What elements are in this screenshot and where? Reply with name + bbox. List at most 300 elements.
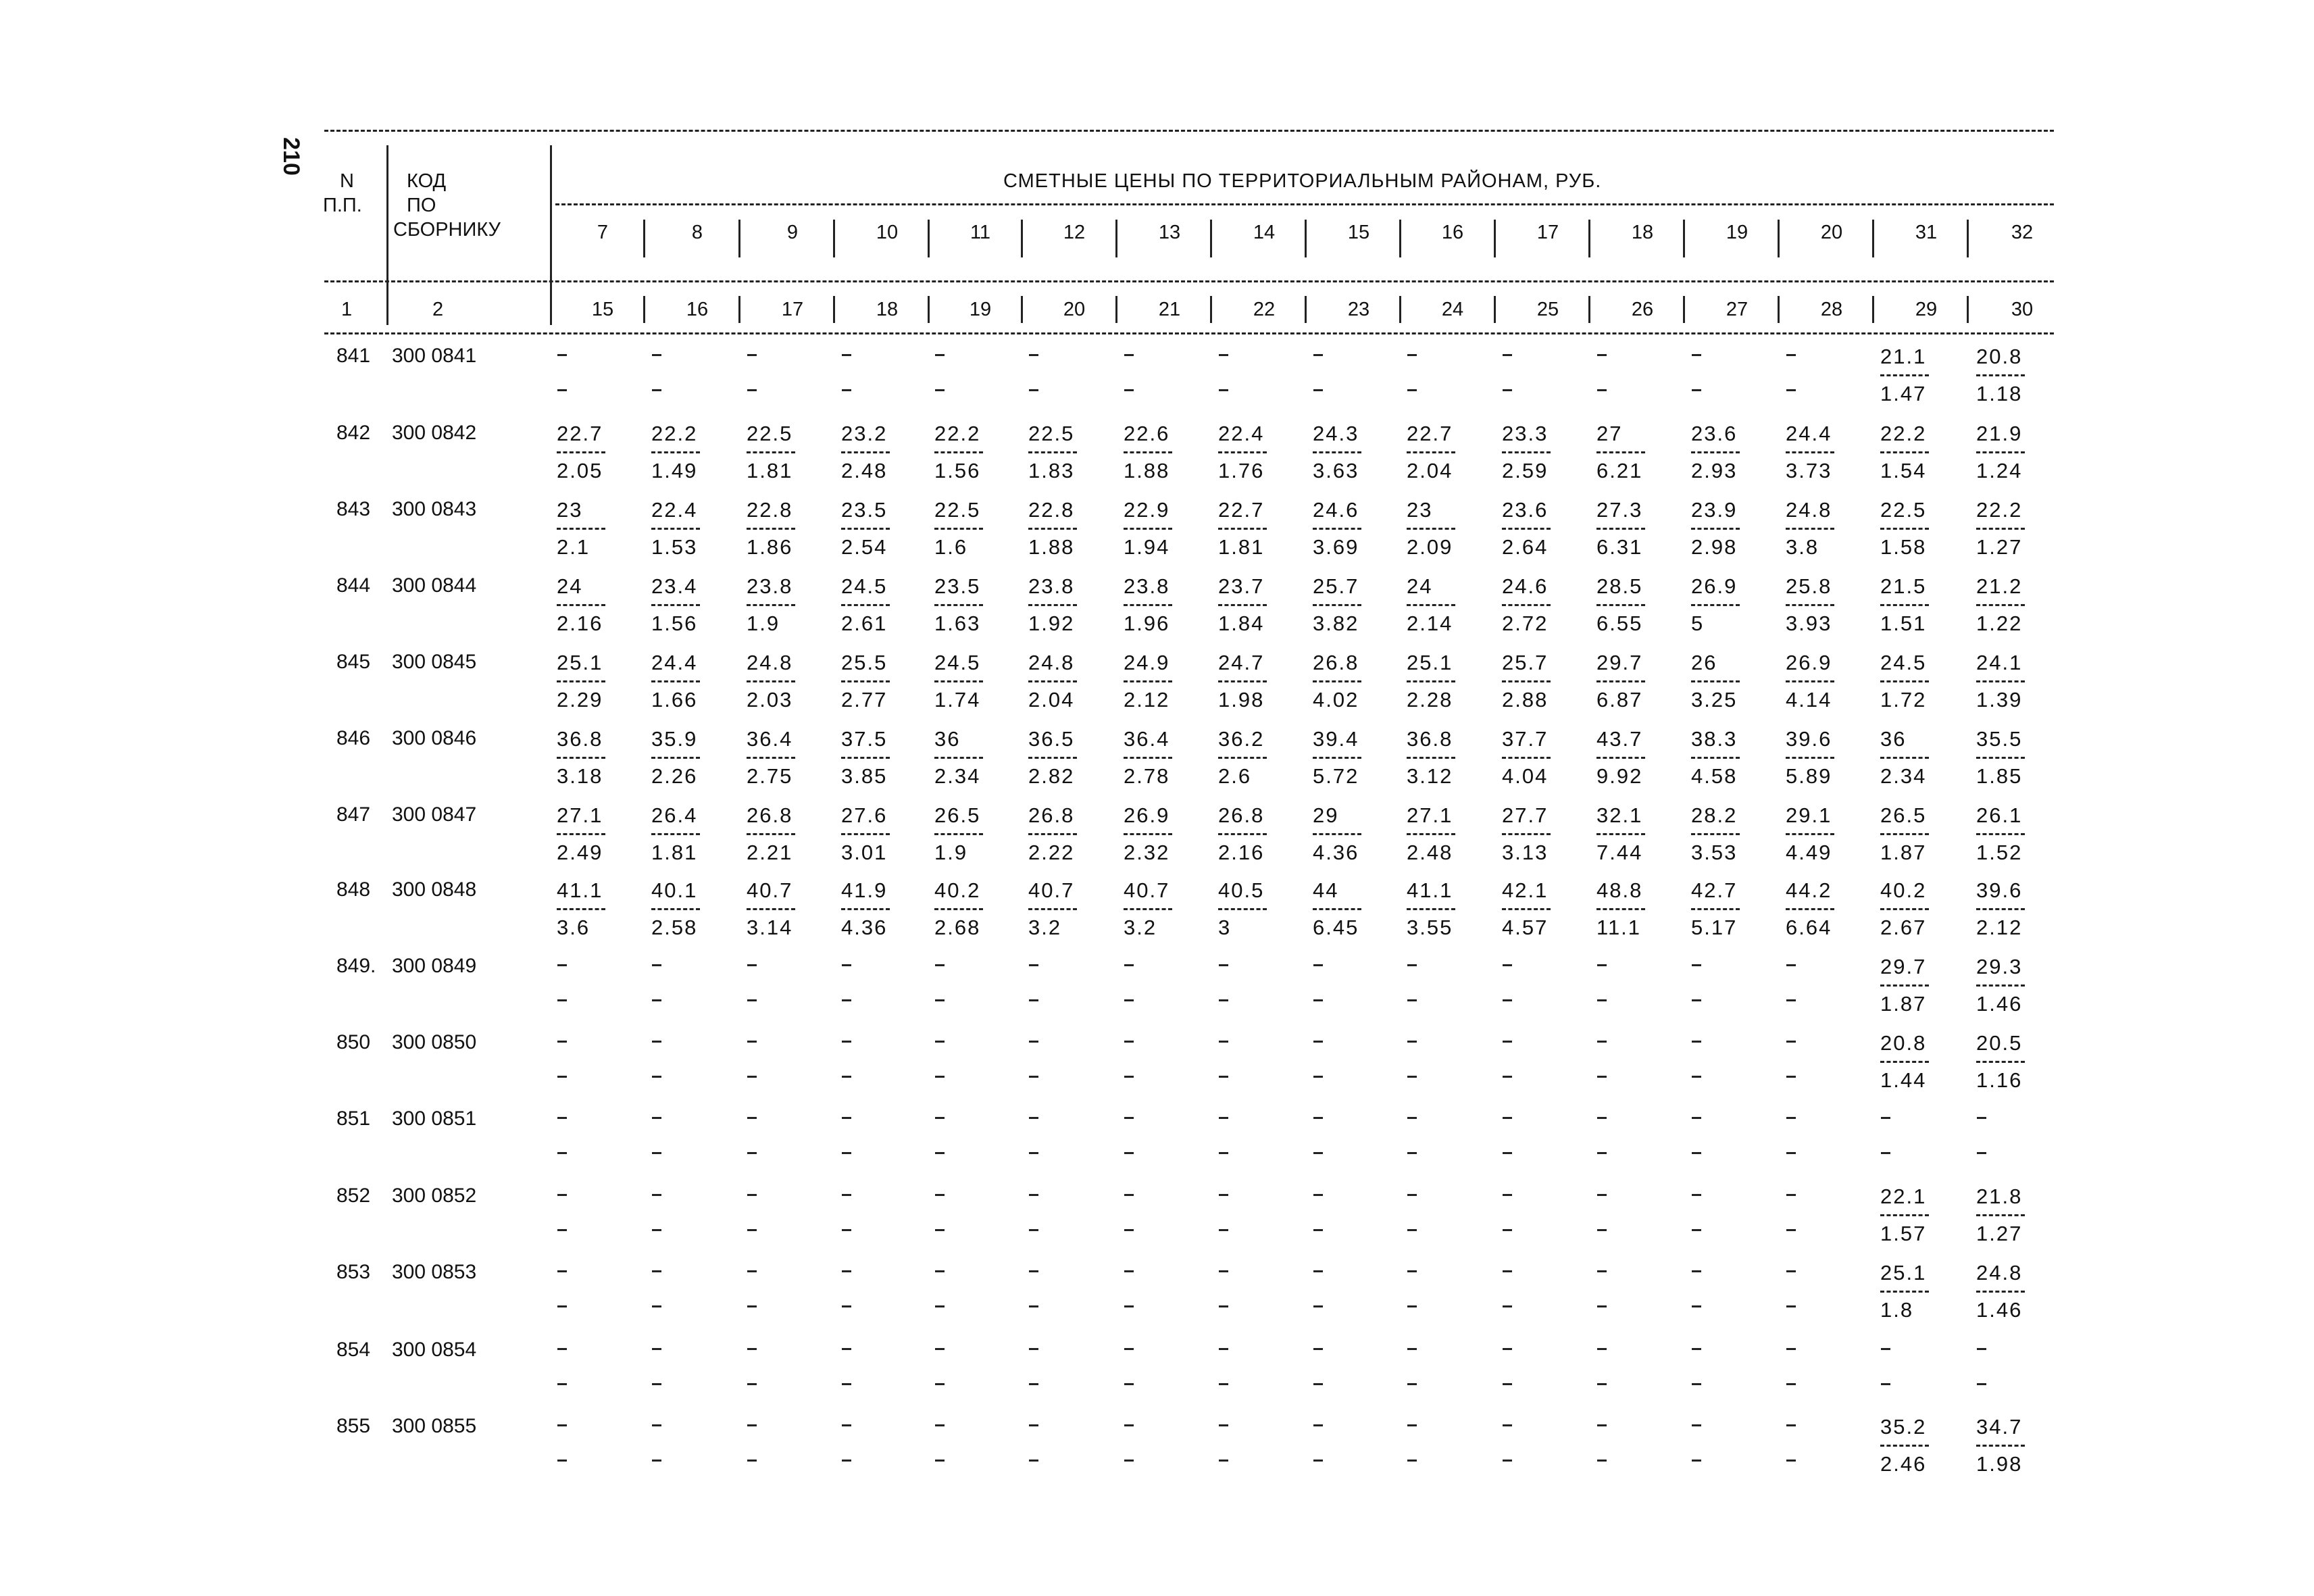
cost-value: 3.2 [1028,916,1062,939]
price-value: 26.9 [1786,651,1832,674]
colnum-19: 19 [969,299,992,320]
empty-value-mark [1597,354,1607,356]
district-9: 9 [786,222,799,243]
price-value: 22.5 [747,422,793,445]
cost-value: 5 [1691,612,1705,635]
cost-value: 1.9 [747,612,780,635]
fraction-bar [1880,833,1929,835]
cost-value: 3.82 [1313,612,1359,635]
cost-value: 2.21 [747,841,793,864]
price-value: 41.1 [557,878,603,902]
empty-value-mark [1692,964,1701,966]
cost-value: 1.51 [1880,612,1927,635]
colnum-separator [1305,296,1307,323]
fraction-bar [1786,908,1834,910]
cost-value: 2.82 [1028,764,1075,788]
price-value: 23.2 [841,422,888,445]
cost-value: 1.58 [1880,535,1927,559]
fraction-bar [1880,757,1929,759]
empty-value-mark [935,1383,945,1385]
empty-value-mark [1219,1194,1228,1196]
district-separator [1683,220,1685,257]
empty-value-mark [1692,1041,1701,1043]
empty-value-mark [1503,1229,1512,1231]
empty-value-mark [1407,1305,1417,1307]
cost-value: 5.72 [1313,764,1359,788]
empty-value-mark [1597,1076,1607,1078]
row-number: 845 [336,651,371,673]
fraction-bar [1786,833,1834,835]
price-value: 21.8 [1976,1184,2023,1208]
price-value: 36.4 [1124,727,1170,751]
empty-value-mark [1786,1152,1796,1154]
empty-value-mark [1786,354,1796,356]
row-code: 300 0850 [392,1031,477,1053]
fraction-bar [1976,680,2025,682]
fraction-bar [1407,451,1455,453]
cost-value: 1.22 [1976,612,2023,635]
fraction-bar [841,604,890,606]
row-code: 300 0855 [392,1415,477,1437]
empty-value-mark [935,964,945,966]
fraction-bar [557,451,605,453]
price-value: 24.1 [1976,651,2023,674]
empty-value-mark [935,1305,945,1307]
cost-value: 1.98 [1976,1452,2023,1476]
row-number: 844 [336,574,371,597]
cost-value: 3.63 [1313,459,1359,482]
fraction-bar [1880,984,1929,987]
empty-value-mark [557,999,567,1001]
price-value: 35.5 [1976,727,2023,751]
header-mid-rule [555,203,2054,205]
row-number: 841 [336,345,371,367]
empty-value-mark [1124,1424,1134,1426]
fraction-bar [651,833,700,835]
price-value: 29.7 [1880,955,1927,978]
price-value: 27.6 [841,803,888,827]
empty-value-mark [1029,354,1038,356]
fraction-bar [841,451,890,453]
fraction-bar [934,757,983,759]
cost-value: 1.47 [1880,382,1927,405]
empty-value-mark [1407,1424,1417,1426]
fraction-bar [1218,604,1267,606]
cost-value: 2.12 [1124,688,1170,712]
cost-value: 1.63 [934,612,981,635]
cost-value: 1.27 [1976,1222,2023,1245]
empty-value-mark [1503,1270,1512,1272]
fraction-bar [1028,833,1077,835]
fraction-bar [1596,528,1645,530]
colnum-separator [1683,296,1685,323]
fraction-bar [1124,528,1172,530]
row-code: 300 0843 [392,498,477,520]
fraction-bar [1880,1214,1929,1216]
row-number: 848 [336,878,371,901]
empty-value-mark [1407,1194,1417,1196]
cost-value: 9.92 [1596,764,1643,788]
empty-value-mark [1124,1305,1134,1307]
empty-value-mark [842,1041,851,1043]
fraction-bar [557,757,605,759]
empty-value-mark [1597,1270,1607,1272]
price-value: 43.7 [1596,727,1643,751]
empty-value-mark [842,1117,851,1119]
price-value: 23.8 [1124,574,1170,598]
empty-value-mark [935,1270,945,1272]
empty-value-mark [652,389,661,391]
cost-value: 1.8 [1880,1298,1914,1322]
fraction-bar [1976,451,2025,453]
fraction-bar [1880,1445,1929,1447]
cost-value: 6.21 [1596,459,1643,482]
colnum-22: 22 [1253,299,1276,320]
row-code: 300 0845 [392,651,477,673]
price-value: 23.5 [841,498,888,522]
empty-value-mark [1692,1194,1701,1196]
page-number: 210 [278,137,304,176]
price-value: 24.8 [1976,1261,2023,1285]
fraction-bar [747,528,795,530]
price-value: 24.5 [934,651,981,674]
fraction-bar [557,680,605,682]
cost-value: 1.76 [1218,459,1265,482]
fraction-bar [1502,757,1551,759]
district-separator [1778,220,1780,257]
fraction-bar [841,680,890,682]
price-value: 38.3 [1691,727,1738,751]
cost-value: 1.88 [1124,459,1170,482]
empty-value-mark [1503,354,1512,356]
empty-value-mark [1977,1348,1986,1350]
empty-value-mark [1692,1229,1701,1231]
empty-value-mark [1692,354,1701,356]
fraction-bar [1313,908,1361,910]
empty-value-mark [1124,1041,1134,1043]
district-separator [1115,220,1117,257]
fraction-bar [841,757,890,759]
fraction-bar [1976,1291,2025,1293]
empty-value-mark [1219,1424,1228,1426]
fraction-bar [1596,680,1645,682]
cost-value: 2.98 [1691,535,1738,559]
empty-value-mark [557,389,567,391]
empty-value-mark [1029,1305,1038,1307]
price-value: 24.4 [1786,422,1832,445]
price-value: 22.4 [651,498,698,522]
fraction-bar [1786,757,1834,759]
row-number: 851 [336,1107,371,1130]
price-value: 23.4 [651,574,698,598]
district-17: 17 [1536,222,1559,243]
top-rule [324,130,2054,132]
empty-value-mark [1597,1424,1607,1426]
empty-value-mark [935,1194,945,1196]
cost-value: 3.25 [1691,688,1738,712]
cost-value: 2.03 [747,688,793,712]
fraction-bar [1124,757,1172,759]
empty-value-mark [1313,1229,1323,1231]
district-32: 32 [2011,222,2034,243]
price-value: 24 [557,574,583,598]
colnum-separator [1210,296,1212,323]
empty-value-mark [842,1270,851,1272]
price-value: 28.5 [1596,574,1643,598]
empty-value-mark [1313,389,1323,391]
empty-value-mark [1503,1383,1512,1385]
colnum-18: 18 [876,299,899,320]
empty-value-mark [1029,1348,1038,1350]
row-number: 852 [336,1184,371,1207]
empty-value-mark [1597,1229,1607,1231]
colnum-15: 15 [591,299,614,320]
empty-value-mark [1407,1348,1417,1350]
empty-value-mark [1219,1041,1228,1043]
fraction-bar [1976,908,2025,910]
empty-value-mark [1692,1117,1701,1119]
colnum-separator [1778,296,1780,323]
empty-value-mark [842,1305,851,1307]
fraction-bar [1218,833,1267,835]
price-value: 36 [1880,727,1907,751]
fraction-bar [1407,528,1455,530]
empty-value-mark [1977,1383,1986,1385]
cost-value: 2.04 [1407,459,1453,482]
cost-value: 3.73 [1786,459,1832,482]
price-value: 24.8 [747,651,793,674]
empty-value-mark [1029,1152,1038,1154]
district-10: 10 [876,222,899,243]
empty-value-mark [1977,1117,1986,1119]
price-value: 28.2 [1691,803,1738,827]
empty-value-mark [1313,1460,1323,1462]
row-number: 853 [336,1261,371,1283]
empty-value-mark [935,1117,945,1119]
fraction-bar [1313,528,1361,530]
district-31: 31 [1915,222,1938,243]
price-value: 21.2 [1976,574,2023,598]
empty-value-mark [1124,1460,1134,1462]
cost-value: 1.66 [651,688,698,712]
row-code: 300 0849 [392,955,477,977]
cost-value: 2.93 [1691,459,1738,482]
empty-value-mark [557,1270,567,1272]
price-value: 22.2 [1880,422,1927,445]
colnum-30: 30 [2011,299,2034,320]
empty-value-mark [652,1229,661,1231]
empty-value-mark [1786,964,1796,966]
fraction-bar [1691,757,1740,759]
empty-value-mark [1597,389,1607,391]
cost-value: 2.59 [1502,459,1549,482]
empty-value-mark [1503,964,1512,966]
fraction-bar [1407,757,1455,759]
colnum-separator [1588,296,1590,323]
empty-value-mark [652,354,661,356]
empty-value-mark [1597,1117,1607,1119]
fraction-bar [1786,604,1834,606]
fraction-bar [1218,680,1267,682]
empty-value-mark [1692,1270,1701,1272]
header-sep-kod-prices [550,145,552,325]
cost-value: 1.72 [1880,688,1927,712]
fraction-bar [1976,984,2025,987]
empty-value-mark [1597,1041,1607,1043]
fraction-bar [934,833,983,835]
price-value: 24.4 [651,651,698,674]
price-value: 22.8 [747,498,793,522]
fraction-bar [1976,1214,2025,1216]
fraction-bar [1407,833,1455,835]
cost-value: 2.6 [1218,764,1252,788]
price-value: 34.7 [1976,1415,2023,1439]
empty-value-mark [1407,1270,1417,1272]
cost-value: 1.52 [1976,841,2023,864]
cost-value: 1.96 [1124,612,1170,635]
district-12: 12 [1063,222,1086,243]
empty-value-mark [1786,389,1796,391]
fraction-bar [651,908,700,910]
fraction-bar [841,833,890,835]
colnum-1: 1 [341,299,353,320]
price-value: 26.8 [1218,803,1265,827]
price-value: 39.6 [1786,727,1832,751]
price-value: 37.5 [841,727,888,751]
empty-value-mark [842,1424,851,1426]
fraction-bar [1976,528,2025,530]
colnum-separator [1399,296,1401,323]
empty-value-mark [557,1229,567,1231]
row-code: 300 0851 [392,1107,477,1130]
empty-value-mark [1029,1460,1038,1462]
empty-value-mark [842,1229,851,1231]
cost-value: 2.34 [934,764,981,788]
empty-value-mark [935,354,945,356]
empty-value-mark [1407,389,1417,391]
empty-value-mark [747,1076,757,1078]
price-value: 24.8 [1786,498,1832,522]
empty-value-mark [1219,1348,1228,1350]
empty-value-mark [1219,1117,1228,1119]
empty-value-mark [652,1424,661,1426]
row-code: 300 0854 [392,1339,477,1361]
cost-value: 6.87 [1596,688,1643,712]
fraction-bar [1691,528,1740,530]
row-code: 300 0852 [392,1184,477,1207]
empty-value-mark [1029,1383,1038,1385]
fraction-bar [1596,908,1645,910]
fraction-bar [1786,680,1834,682]
fraction-bar [1596,451,1645,453]
fraction-bar [841,528,890,530]
empty-value-mark [1407,1117,1417,1119]
empty-value-mark [747,1229,757,1231]
colnum-separator [738,296,740,323]
price-value: 22.7 [1218,498,1265,522]
empty-value-mark [842,389,851,391]
empty-value-mark [1313,1041,1323,1043]
colnum-20: 20 [1063,299,1086,320]
cost-value: 5.89 [1786,764,1832,788]
empty-value-mark [1692,1305,1701,1307]
fraction-bar [1124,451,1172,453]
cost-value: 1.94 [1124,535,1170,559]
cost-value: 2.88 [1502,688,1549,712]
empty-value-mark [1029,1194,1038,1196]
price-value: 24.7 [1218,651,1265,674]
empty-value-mark [935,389,945,391]
price-value: 39.4 [1313,727,1359,751]
cost-value: 2.46 [1880,1452,1927,1476]
fraction-bar [1691,604,1740,606]
cost-value: 3.8 [1786,535,1819,559]
empty-value-mark [652,1460,661,1462]
fraction-bar [1880,1291,1929,1293]
empty-value-mark [747,1194,757,1196]
colnum-separator [928,296,930,323]
fraction-bar [557,604,605,606]
empty-value-mark [1597,1460,1607,1462]
cost-value: 1.6 [934,535,968,559]
cost-value: 3.14 [747,916,793,939]
colnum-25: 25 [1536,299,1559,320]
fraction-bar [934,451,983,453]
empty-value-mark [935,1076,945,1078]
empty-value-mark [1503,1305,1512,1307]
cost-value: 4.58 [1691,764,1738,788]
empty-value-mark [1219,1152,1228,1154]
empty-value-mark [652,1041,661,1043]
price-value: 27.3 [1596,498,1643,522]
price-value: 25.1 [1407,651,1453,674]
fraction-bar [1028,680,1077,682]
empty-value-mark [842,1152,851,1154]
empty-value-mark [1124,1117,1134,1119]
empty-value-mark [1029,1229,1038,1231]
empty-value-mark [842,1076,851,1078]
fraction-bar [1502,604,1551,606]
empty-value-mark [747,354,757,356]
fraction-bar [747,908,795,910]
district-separator [833,220,835,257]
row-number: 850 [336,1031,371,1053]
colnum-separator [1115,296,1117,323]
price-value: 22.4 [1218,422,1265,445]
fraction-bar [1880,374,1929,376]
empty-value-mark [1313,1076,1323,1078]
price-value: 24.5 [1880,651,1927,674]
cost-value: 2.22 [1028,841,1075,864]
fraction-bar [1691,833,1740,835]
empty-value-mark [1029,1270,1038,1272]
empty-value-mark [1597,1305,1607,1307]
empty-value-mark [935,1152,945,1154]
empty-value-mark [652,1076,661,1078]
price-value: 35.9 [651,727,698,751]
empty-value-mark [1124,1270,1134,1272]
cost-value: 2.14 [1407,612,1453,635]
price-value: 23.8 [747,574,793,598]
colnum-separator [1872,296,1874,323]
price-value: 24.8 [1028,651,1075,674]
cost-value: 2.16 [557,612,603,635]
row-code: 300 0841 [392,345,477,367]
price-value: 25.5 [841,651,888,674]
fraction-bar [1976,1445,2025,1447]
district-20: 20 [1820,222,1843,243]
empty-value-mark [652,999,661,1001]
